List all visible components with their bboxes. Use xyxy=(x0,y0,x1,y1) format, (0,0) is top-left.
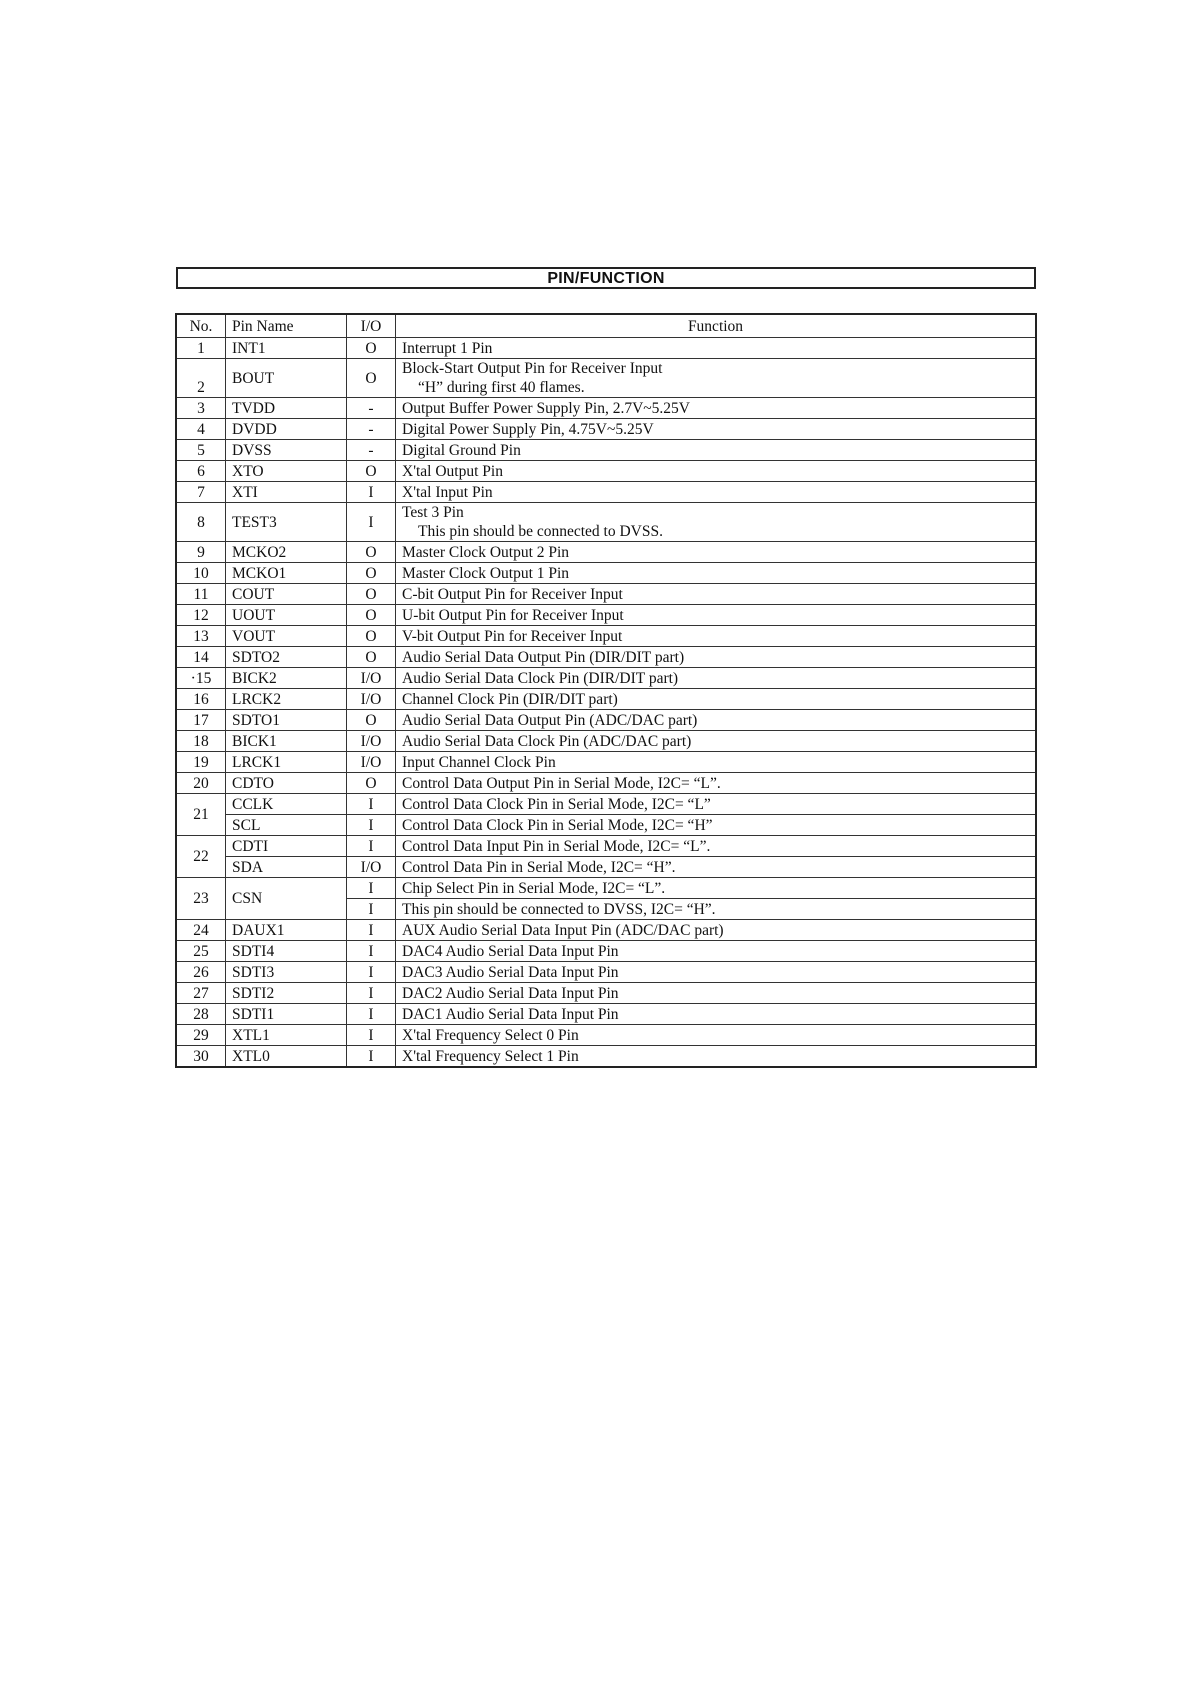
pin-io: I xyxy=(347,1046,396,1068)
pin-io: O xyxy=(347,359,396,398)
pin-number: 5 xyxy=(176,440,226,461)
pin-io: I xyxy=(347,794,396,815)
pin-io: I xyxy=(347,1025,396,1046)
pin-name: SDTO2 xyxy=(226,647,347,668)
pin-io: O xyxy=(347,338,396,359)
header-pin-name: Pin Name xyxy=(226,314,347,338)
pin-name: TEST3 xyxy=(226,503,347,542)
pin-function: Master Clock Output 2 Pin xyxy=(396,542,1037,563)
pin-number: 9 xyxy=(176,542,226,563)
pin-name: SDTI3 xyxy=(226,962,347,983)
table-row xyxy=(176,710,1036,731)
pin-name: TVDD xyxy=(226,398,347,419)
pin-io: O xyxy=(347,626,396,647)
table-row xyxy=(176,440,1036,461)
table-row xyxy=(176,461,1036,482)
pin-function: Control Data Clock Pin in Serial Mode, I2C= “H” xyxy=(396,815,1037,836)
pin-name: DVSS xyxy=(226,440,347,461)
pin-io: O xyxy=(347,542,396,563)
pin-name: DAUX1 xyxy=(226,920,347,941)
pin-io: O xyxy=(347,605,396,626)
pin-function: Digital Ground Pin xyxy=(396,440,1037,461)
pin-name: SDTI1 xyxy=(226,1004,347,1025)
pin-io: - xyxy=(347,419,396,440)
pin-io: O xyxy=(347,563,396,584)
table-row xyxy=(176,941,1036,962)
pin-function: This pin should be connected to DVSS, I2C= “H”. xyxy=(396,899,1037,920)
pin-name: LRCK1 xyxy=(226,752,347,773)
pin-function: Control Data Output Pin in Serial Mode, I2C= “L”. xyxy=(396,773,1037,794)
pin-function-line1: Test 3 Pin xyxy=(402,504,464,521)
pin-io: I/O xyxy=(347,689,396,710)
pin-name: CSN xyxy=(226,878,347,920)
pin-number: ·15 xyxy=(176,668,226,689)
pin-io: I xyxy=(347,1004,396,1025)
table-row xyxy=(176,983,1036,1004)
pin-name: SDA xyxy=(226,857,347,878)
pin-function: Chip Select Pin in Serial Mode, I2C= “L”. xyxy=(396,878,1037,899)
pin-io: I xyxy=(347,899,396,920)
table-row xyxy=(176,1025,1036,1046)
pin-number: 22 xyxy=(176,836,226,878)
pin-number: 23 xyxy=(176,878,226,920)
pin-io: O xyxy=(347,647,396,668)
pin-number: 19 xyxy=(176,752,226,773)
table-row xyxy=(176,482,1036,503)
pin-function: DAC3 Audio Serial Data Input Pin xyxy=(396,962,1037,983)
pin-name: CDTI xyxy=(226,836,347,857)
table-row xyxy=(176,752,1036,773)
table-row xyxy=(176,689,1036,710)
table-row xyxy=(176,668,1036,689)
pin-function: Control Data Clock Pin in Serial Mode, I2C= “L” xyxy=(396,794,1037,815)
pin-name: XTI xyxy=(226,482,347,503)
pin-name: LRCK2 xyxy=(226,689,347,710)
table-row xyxy=(176,773,1036,794)
pin-io: O xyxy=(347,461,396,482)
pin-number: 30 xyxy=(176,1046,226,1068)
pin-io: I/O xyxy=(347,752,396,773)
pin-function-line2: “H” during first 40 flames. xyxy=(418,379,585,396)
pin-io: - xyxy=(347,398,396,419)
pin-number: 12 xyxy=(176,605,226,626)
pin-function: C-bit Output Pin for Receiver Input xyxy=(396,584,1037,605)
pin-name: CDTO xyxy=(226,773,347,794)
pin-number: 10 xyxy=(176,563,226,584)
table-row xyxy=(176,920,1036,941)
pin-name: COUT xyxy=(226,584,347,605)
pin-function: Control Data Input Pin in Serial Mode, I2C= “L”. xyxy=(396,836,1037,857)
pin-name: MCKO2 xyxy=(226,542,347,563)
pin-name: MCKO1 xyxy=(226,563,347,584)
pin-function-table xyxy=(175,313,1037,1068)
pin-io: I xyxy=(347,815,396,836)
pin-number: 17 xyxy=(176,710,226,731)
pin-name: INT1 xyxy=(226,338,347,359)
header-no: No. xyxy=(176,314,226,338)
pin-number: 28 xyxy=(176,1004,226,1025)
pin-name: VOUT xyxy=(226,626,347,647)
pin-name: SCL xyxy=(226,815,347,836)
pin-io: I xyxy=(347,482,396,503)
pin-number: 26 xyxy=(176,962,226,983)
table-row xyxy=(176,878,1036,899)
pin-function: Control Data Pin in Serial Mode, I2C= “H”. xyxy=(396,857,1037,878)
pin-number: 4 xyxy=(176,419,226,440)
pin-io: I xyxy=(347,878,396,899)
header-function: Function xyxy=(396,314,1037,338)
pin-number: 11 xyxy=(176,584,226,605)
pin-number: 29 xyxy=(176,1025,226,1046)
pin-name: BOUT xyxy=(226,359,347,398)
table-row xyxy=(176,731,1036,752)
pin-io: I xyxy=(347,920,396,941)
pin-io: I xyxy=(347,962,396,983)
pin-function xyxy=(396,359,1037,398)
pin-function: AUX Audio Serial Data Input Pin (ADC/DAC part) xyxy=(396,920,1037,941)
pin-name: XTL1 xyxy=(226,1025,347,1046)
pin-name: XTO xyxy=(226,461,347,482)
table-row xyxy=(176,836,1036,857)
pin-io: - xyxy=(347,440,396,461)
pin-number: 24 xyxy=(176,920,226,941)
pin-function: Audio Serial Data Output Pin (ADC/DAC part) xyxy=(396,710,1037,731)
table-row xyxy=(176,857,1036,878)
pin-io: I/O xyxy=(347,857,396,878)
table-row xyxy=(176,359,1036,398)
pin-function: Channel Clock Pin (DIR/DIT part) xyxy=(396,689,1037,710)
pin-number: 18 xyxy=(176,731,226,752)
section-title: PIN/FUNCTION xyxy=(176,267,1036,289)
table-row xyxy=(176,338,1036,359)
table-row xyxy=(176,584,1036,605)
pin-function: Master Clock Output 1 Pin xyxy=(396,563,1037,584)
pin-function: DAC4 Audio Serial Data Input Pin xyxy=(396,941,1037,962)
pin-function: X'tal Frequency Select 0 Pin xyxy=(396,1025,1037,1046)
pin-function: U-bit Output Pin for Receiver Input xyxy=(396,605,1037,626)
header-io: I/O xyxy=(347,314,396,338)
pin-function: DAC2 Audio Serial Data Input Pin xyxy=(396,983,1037,1004)
table-row xyxy=(176,563,1036,584)
pin-number: 6 xyxy=(176,461,226,482)
pin-io: O xyxy=(347,584,396,605)
pin-name: BICK1 xyxy=(226,731,347,752)
pin-function-line2: This pin should be connected to DVSS. xyxy=(418,523,663,540)
pin-function: V-bit Output Pin for Receiver Input xyxy=(396,626,1037,647)
table-row xyxy=(176,794,1036,815)
pin-io: I xyxy=(347,983,396,1004)
pin-name: UOUT xyxy=(226,605,347,626)
pin-function: X'tal Frequency Select 1 Pin xyxy=(396,1046,1037,1068)
pin-io: O xyxy=(347,773,396,794)
pin-name: SDTO1 xyxy=(226,710,347,731)
table-row xyxy=(176,647,1036,668)
pin-function: Digital Power Supply Pin, 4.75V~5.25V xyxy=(396,419,1037,440)
pin-name: SDTI4 xyxy=(226,941,347,962)
pin-function: Output Buffer Power Supply Pin, 2.7V~5.25V xyxy=(396,398,1037,419)
pin-name: SDTI2 xyxy=(226,983,347,1004)
table-row xyxy=(176,605,1036,626)
pin-name: BICK2 xyxy=(226,668,347,689)
pin-function: DAC1 Audio Serial Data Input Pin xyxy=(396,1004,1037,1025)
table-row xyxy=(176,626,1036,647)
pin-name: CCLK xyxy=(226,794,347,815)
pin-name: DVDD xyxy=(226,419,347,440)
pin-function xyxy=(396,503,1037,542)
table-row xyxy=(176,419,1036,440)
pin-number: 7 xyxy=(176,482,226,503)
pin-function: Interrupt 1 Pin xyxy=(396,338,1037,359)
pin-function-line1: Block-Start Output Pin for Receiver Input xyxy=(402,360,663,377)
pin-number: 2 xyxy=(176,359,226,398)
table-row xyxy=(176,815,1036,836)
pin-io: O xyxy=(347,710,396,731)
pin-function: X'tal Output Pin xyxy=(396,461,1037,482)
pin-number: 25 xyxy=(176,941,226,962)
table-row xyxy=(176,503,1036,542)
table-row xyxy=(176,542,1036,563)
table-row xyxy=(176,1046,1036,1068)
pin-function: Input Channel Clock Pin xyxy=(396,752,1037,773)
pin-number: 8 xyxy=(176,503,226,542)
pin-number: 27 xyxy=(176,983,226,1004)
pin-function: X'tal Input Pin xyxy=(396,482,1037,503)
pin-io: I xyxy=(347,836,396,857)
pin-io: I/O xyxy=(347,668,396,689)
table-header-row xyxy=(176,314,1036,338)
pin-number: 14 xyxy=(176,647,226,668)
table-row xyxy=(176,962,1036,983)
pin-name: XTL0 xyxy=(226,1046,347,1068)
pin-function: Audio Serial Data Clock Pin (DIR/DIT part) xyxy=(396,668,1037,689)
pin-number: 13 xyxy=(176,626,226,647)
pin-number: 1 xyxy=(176,338,226,359)
pin-number: 21 xyxy=(176,794,226,836)
pin-number: 16 xyxy=(176,689,226,710)
table-row xyxy=(176,1004,1036,1025)
pin-io: I xyxy=(347,503,396,542)
pin-number: 3 xyxy=(176,398,226,419)
pin-number: 20 xyxy=(176,773,226,794)
pin-io: I/O xyxy=(347,731,396,752)
pin-function: Audio Serial Data Output Pin (DIR/DIT part) xyxy=(396,647,1037,668)
table-row xyxy=(176,398,1036,419)
pin-io: I xyxy=(347,941,396,962)
pin-function: Audio Serial Data Clock Pin (ADC/DAC part) xyxy=(396,731,1037,752)
